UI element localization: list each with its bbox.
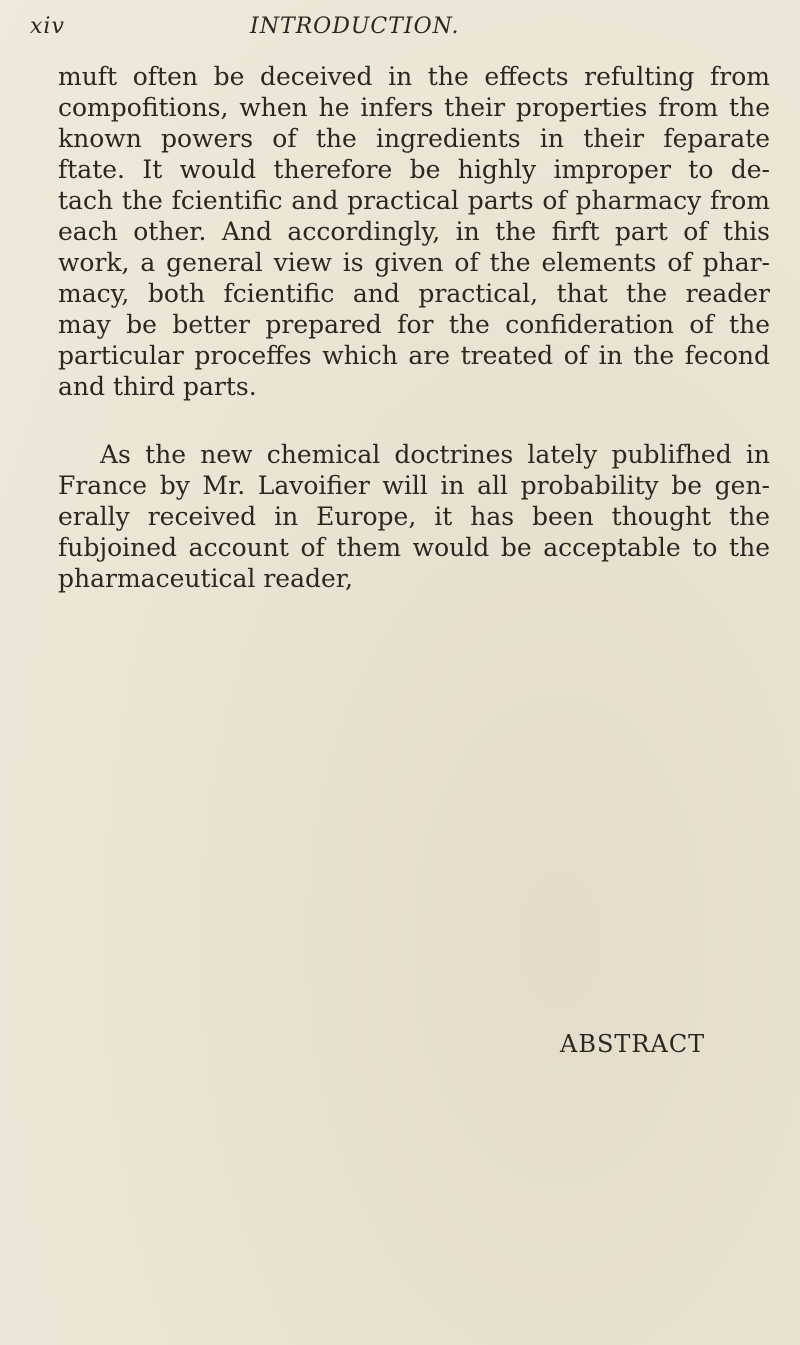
text-line: France by Mr. Lavoifier will in all probability be gen-: [58, 471, 770, 500]
text-line: each other. And accordingly, in the firft part of this: [58, 217, 770, 246]
section-heading-abstract: ABSTRACT: [560, 1030, 706, 1058]
page-number: xiv: [30, 14, 65, 39]
text-line: fubjoined account of them would be acceptable to the: [58, 533, 770, 562]
text-line: As the new chemical doctrines lately publifhed in: [100, 440, 770, 469]
text-line: ftate. It would therefore be highly improper to de-: [58, 155, 770, 184]
text-line: erally received in Europe, it has been thought the: [58, 502, 770, 531]
text-line: compofitions, when he infers their properties from the: [58, 93, 770, 122]
text-line: and third parts.: [58, 372, 257, 401]
text-line: particular proceffes which are treated of in the fecond: [58, 341, 770, 370]
text-line: macy, both fcientific and practical, that the reader: [58, 279, 770, 308]
text-line: muft often be deceived in the effects refulting from: [58, 62, 770, 91]
text-line: known powers of the ingredients in their feparate: [58, 124, 770, 153]
text-line: work, a general view is given of the elements of phar-: [58, 248, 770, 277]
text-line: pharmaceutical reader,: [58, 564, 353, 593]
text-line: tach the fcientific and practical parts of pharmacy from: [58, 186, 770, 215]
running-title: INTRODUCTION.: [250, 14, 460, 39]
text-line: may be better prepared for the confideration of the: [58, 310, 770, 339]
